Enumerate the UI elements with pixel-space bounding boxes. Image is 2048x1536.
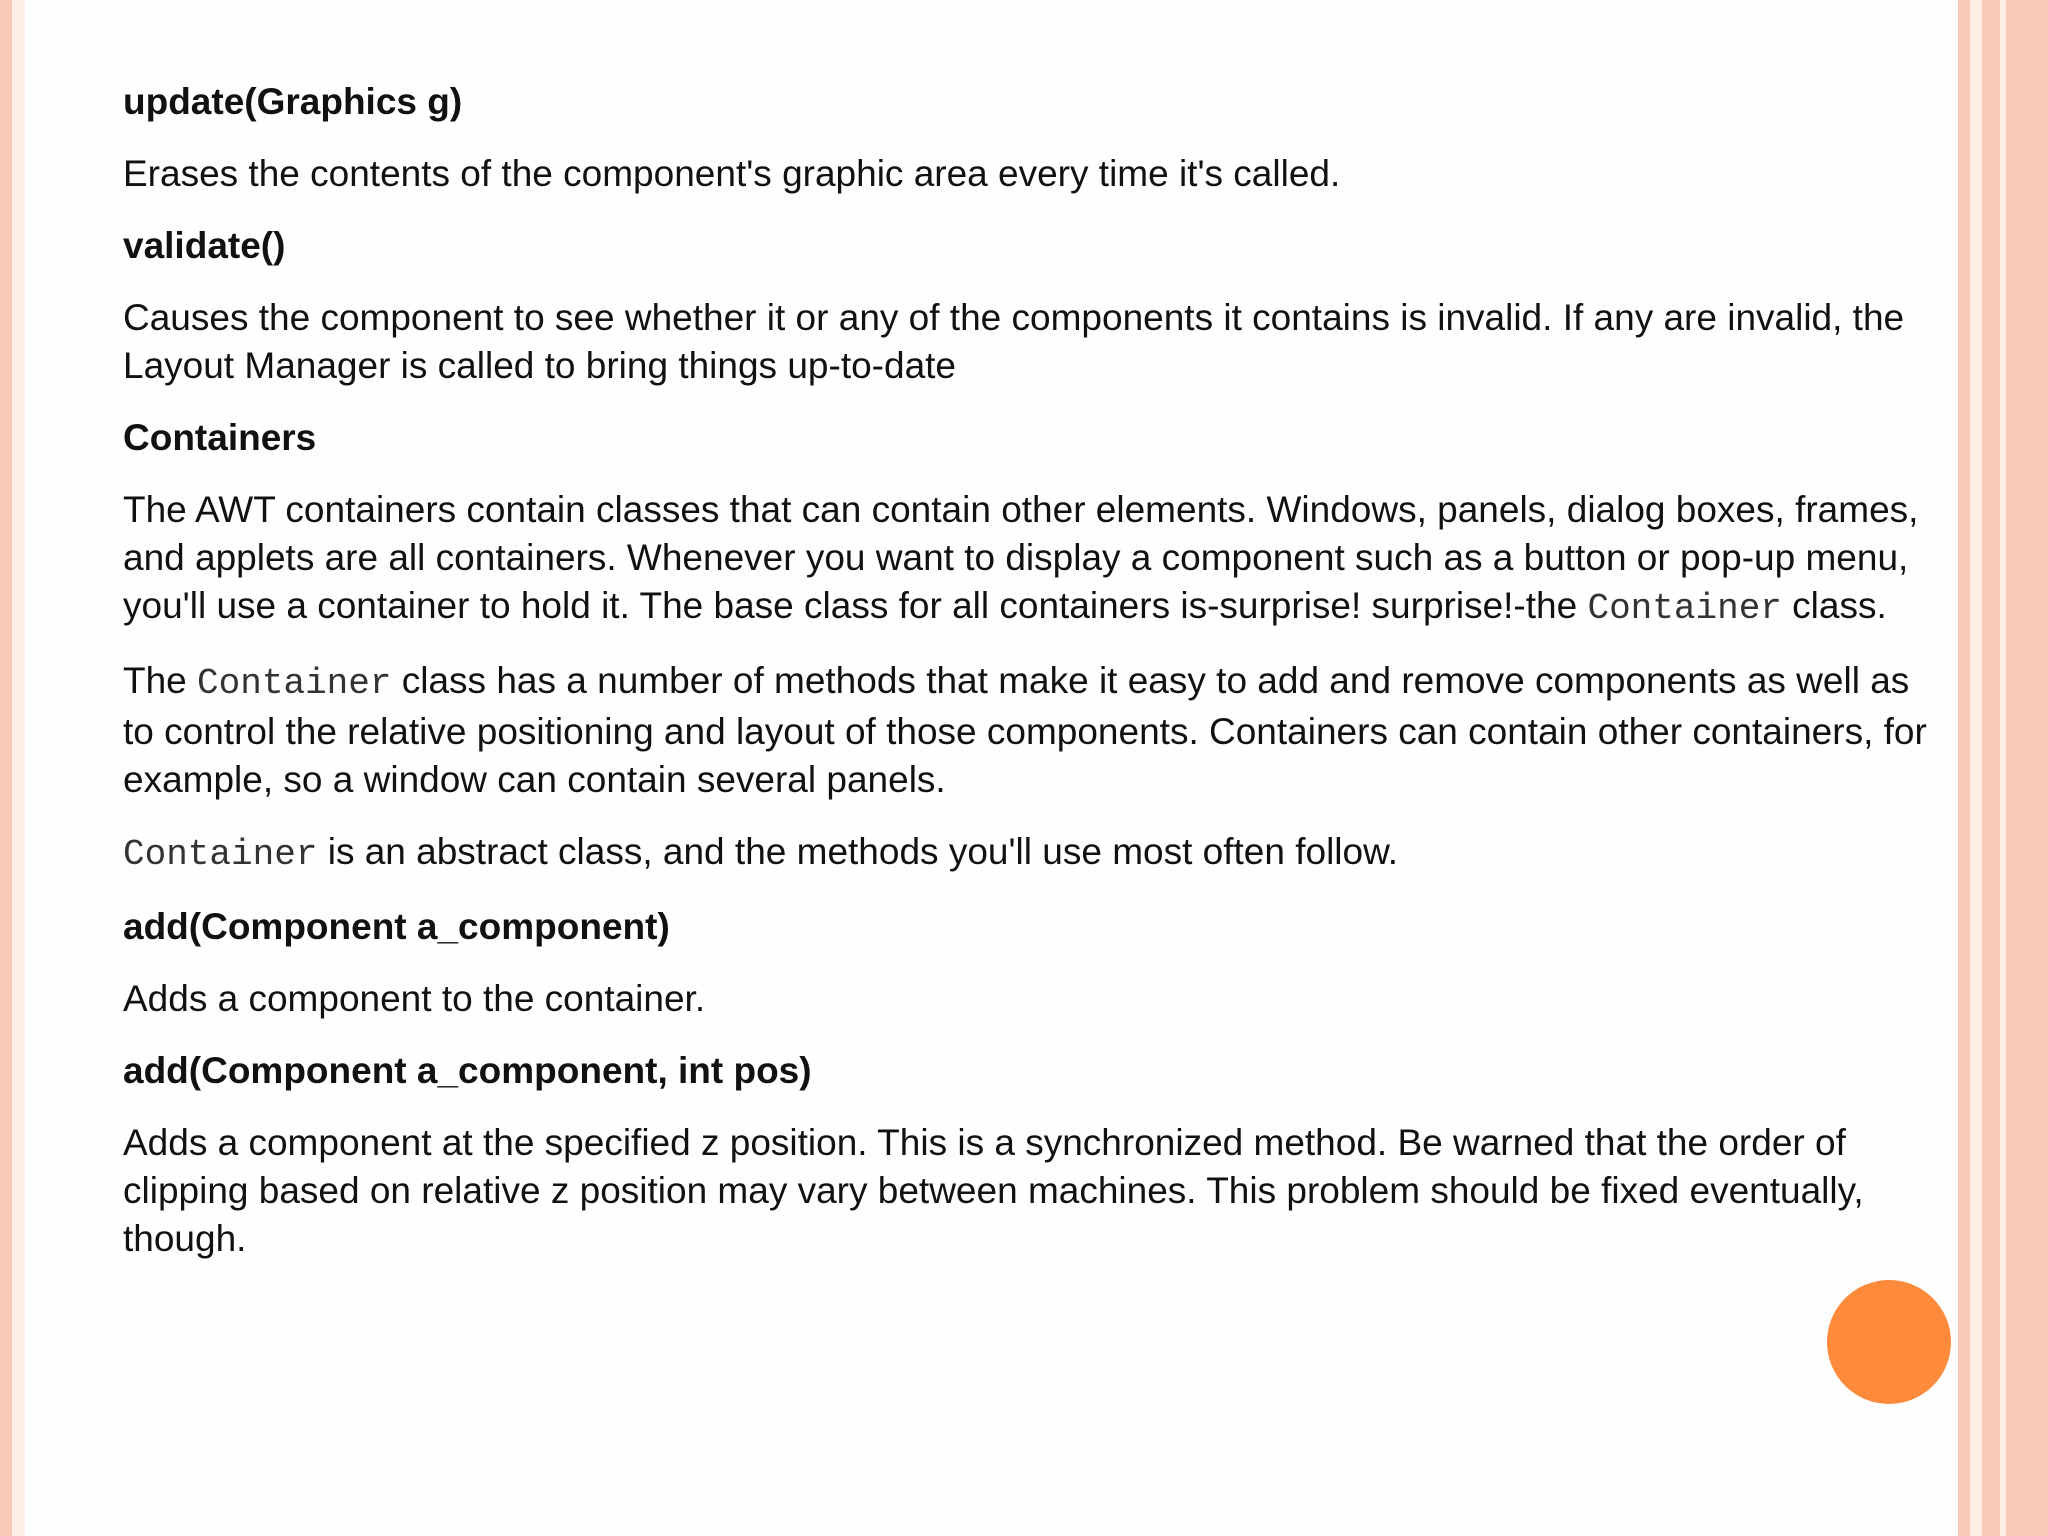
update-heading: update(Graphics g) (123, 81, 463, 122)
left-border-stripe-inner (12, 0, 25, 1536)
paragraph-text: is an abstract class, and the methods you'll use most often follow. (317, 831, 1399, 872)
add-component-pos-description: Adds a component at the specified z position. This is a synchronized method. Be warned that the order of clipping based on relative z position may vary between machines. This problem should be fixed eventually, though. (123, 1122, 1864, 1259)
add-component-description: Adds a component to the container. (123, 978, 706, 1019)
add-component-pos-heading: add(Component a_component, int pos) (123, 1050, 812, 1091)
paragraph-text: The AWT containers contain classes that can contain other elements. Windows, panels, dialog boxes, frames, and applets are all containers. Whenever you want to display a component such as a button or pop-up menu, you'll use a container to hold it. The base class for all containers is-surprise! surprise!-the (123, 489, 1919, 626)
paragraph-text: The (123, 660, 198, 701)
paragraph-text: class has a number of methods that make it easy to add and remove components as well as to control the relative positioning and layout of those components. Containers can contain other containers, for example, so a window can contain several panels. (123, 660, 1927, 800)
inline-code: Container (197, 663, 392, 704)
containers-paragraph-1 (123, 486, 1943, 633)
inline-code: Container (1587, 588, 1782, 629)
add-component-heading: add(Component a_component) (123, 906, 670, 947)
containers-heading: Containers (123, 417, 317, 458)
paragraph-text: class. (1781, 585, 1887, 626)
containers-paragraph-3 (123, 828, 1943, 879)
update-description: Erases the contents of the component's graphic area every time it's called. (123, 153, 1341, 194)
inline-code: Container (123, 834, 318, 875)
right-border-stripe (2006, 0, 2048, 1536)
right-border-stripe (1958, 0, 1970, 1536)
left-border-stripe (0, 0, 12, 1536)
right-border-stripe (1970, 0, 1982, 1536)
decorative-orange-circle (1827, 1280, 1951, 1404)
slide-content (123, 78, 1943, 1287)
validate-description: Causes the component to see whether it or any of the components it contains is invalid. If any are invalid, the Layout Manager is called to bring things up-to-date (123, 297, 1905, 386)
containers-paragraph-2 (123, 657, 1943, 804)
right-border-stripe (1982, 0, 2000, 1536)
validate-heading: validate() (123, 225, 286, 266)
